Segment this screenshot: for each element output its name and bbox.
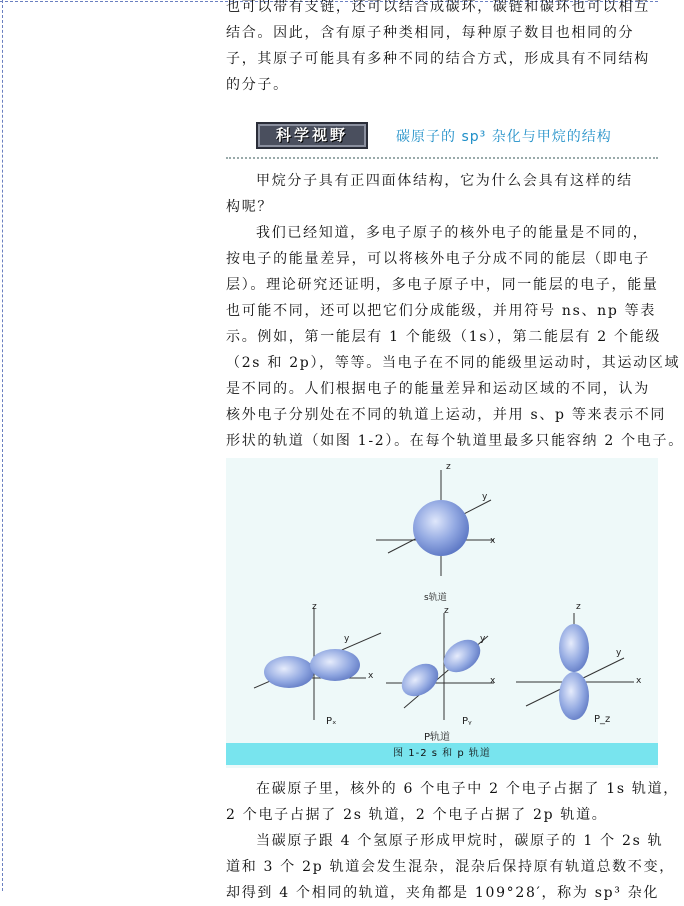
axis-label-z: z [576, 602, 581, 612]
py-lobe-lower [396, 657, 445, 703]
pz-orbital [516, 613, 634, 720]
text-line: 的分子。 [226, 77, 289, 93]
axis-label-x: x [368, 671, 374, 681]
axis-label-y: y [482, 492, 488, 502]
dotted-divider [226, 157, 658, 159]
axis-label-z: z [312, 602, 317, 612]
section-title: 碳原子的 sp³ 杂化与甲烷的结构 [396, 129, 612, 145]
px-orbital-label: Pₓ [326, 716, 337, 727]
paragraph-carbon-electrons [226, 776, 680, 828]
text-line: 子，其原子可能具有多种不同的结合方式，形成具有不同结构 [226, 51, 650, 67]
text-line: 构呢？ [226, 199, 274, 215]
text-line: 也可能不同，还可以把它们分成能级，并用符号 ns、np 等表 [226, 303, 657, 319]
px-lobe-left [264, 656, 314, 688]
figure-orbitals [226, 458, 658, 768]
pz-lobe-lower [559, 672, 589, 720]
text-line: 我们已经知道，多电子原子的核外电子的能量是不同的， [256, 225, 649, 241]
page-frame-left [2, 0, 3, 891]
pz-lobe-upper [559, 624, 589, 672]
axis-label-x: x [636, 676, 642, 686]
axis-label-x: x [490, 536, 496, 546]
text-line: 层）。理论研究还证明，多电子原子中，同一能层的电子，能量 [226, 277, 659, 293]
axis-label-y: y [480, 634, 486, 644]
pz-orbital-label: P_z [594, 714, 611, 725]
paragraph-hybridization [226, 828, 675, 906]
s-orbital [376, 470, 494, 576]
s-orbital-label: s轨道 [424, 593, 447, 603]
px-lobe-right [310, 649, 360, 681]
text-line: 甲烷分子具有正四面体结构，它为什么会具有这样的结 [256, 173, 633, 189]
text-line: 却得到 4 个相同的轨道，夹角都是 109°28′，称为 sp³ 杂化 [226, 885, 660, 901]
text-line: 形状的轨道（如图 1-2）。在每个轨道里最多只能容纳 2 个电子。 [226, 433, 684, 449]
text-line: 道和 3 个 2p 轨道会发生混杂，混杂后保持原有轨道总数不变， [226, 859, 675, 875]
paragraph-methane-question [226, 168, 658, 220]
text-line: 核外电子分别处在不同的轨道上运动，并用 s、p 等来表示不同 [226, 407, 667, 423]
text-line: 在碳原子里，核外的 6 个电子中 2 个电子占据了 1s 轨道， [256, 781, 680, 797]
py-orbital-label: Pᵧ [462, 716, 472, 727]
axis-label-x: x [490, 676, 496, 686]
p-orbital-group-label: P轨道 [424, 732, 451, 743]
px-orbital [254, 608, 381, 720]
text-line: 当碳原子跟 4 个氢原子形成甲烷时，碳原子的 1 个 2s 轨 [256, 833, 664, 849]
figure-caption: 图 1-2 s 和 p 轨道 [226, 743, 658, 765]
text-line: 按电子的能量差异，可以将核外电子分成不同的能层（即电子 [226, 251, 650, 267]
section-badge: 科学视野 [256, 122, 368, 149]
text-line: （2s 和 2p），等等。当电子在不同的能级里运动时，其运动区域 [226, 355, 681, 371]
page-column [226, 0, 684, 901]
axis-label-z: z [446, 462, 451, 472]
s-sphere [413, 500, 469, 556]
text-line: 2 个电子占据了 2s 轨道，2 个电子占据了 2p 轨道。 [226, 807, 608, 823]
text-line: 也可以带有支链，还可以结合成碳环，碳链和碳环也可以相互 [226, 0, 650, 15]
text-line: 示。例如，第一能层有 1 个能级（1s），第二能层有 2 个能级 [226, 329, 662, 345]
axis-label-y: y [616, 648, 622, 658]
py-orbital [386, 613, 494, 720]
axis-label-z: z [444, 606, 449, 616]
sidebar-header [256, 122, 656, 150]
text-line: 是不同的。人们根据电子的能量差异和运动区域的不同，认为 [226, 381, 650, 397]
axis-label-y: y [344, 634, 350, 644]
intro-paragraph [226, 0, 658, 98]
paragraph-energy-levels [226, 220, 684, 454]
text-line: 结合。因此，含有原子种类相同，每种原子数目也相同的分 [226, 25, 635, 41]
